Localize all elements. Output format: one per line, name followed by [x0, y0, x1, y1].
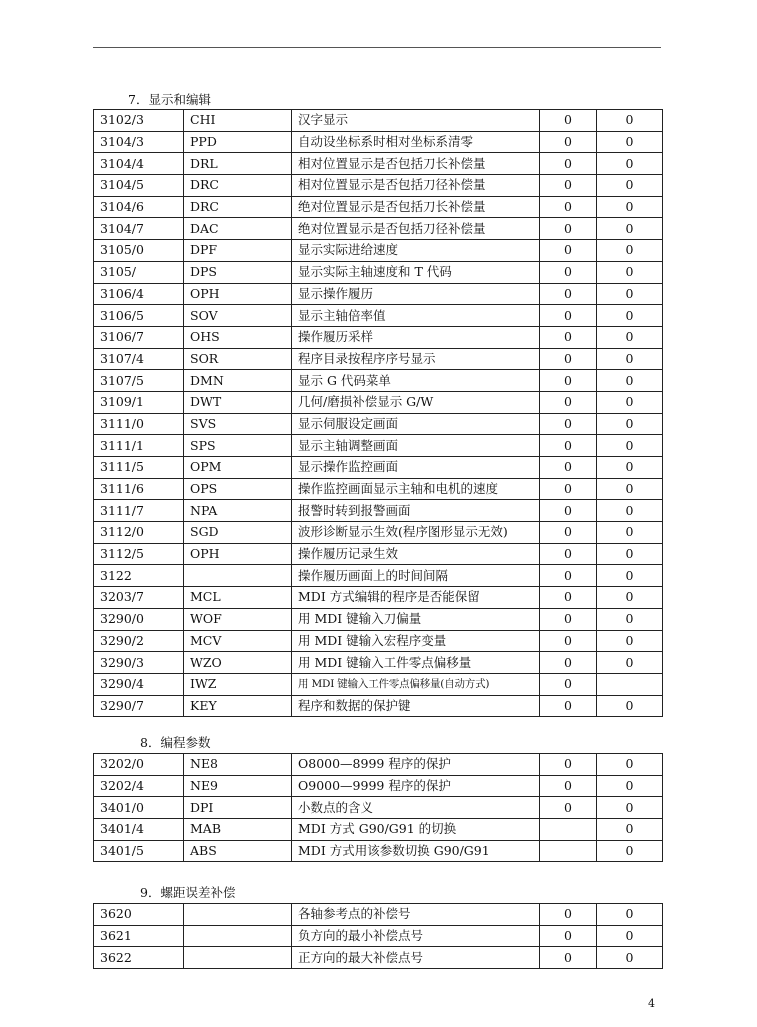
param-description-cell: 报警时转到报警画面 — [292, 500, 540, 522]
param-code-cell: WOF — [184, 608, 292, 630]
param-number-cell: 3104/7 — [94, 218, 184, 240]
param-value-1-cell: 0 — [540, 305, 597, 327]
param-value-2-cell: 0 — [597, 348, 663, 370]
param-value-1-cell: 0 — [540, 947, 597, 969]
section-heading-pitch-error: 9．螺距误差补偿 — [140, 885, 236, 900]
param-description-cell: 显示实际主轴速度和 T 代码 — [292, 261, 540, 283]
param-value-2-cell: 0 — [597, 196, 663, 218]
param-number-cell: 3105/ — [94, 261, 184, 283]
param-code-cell: DPI — [184, 797, 292, 819]
param-value-1-cell: 0 — [540, 565, 597, 587]
param-description-cell: 自动设坐标系时相对坐标系清零 — [292, 131, 540, 153]
param-code-cell: NE8 — [184, 754, 292, 776]
table-row — [94, 587, 663, 609]
param-value-2-cell: 0 — [597, 478, 663, 500]
param-value-1-cell: 0 — [540, 925, 597, 947]
param-code-cell: OPM — [184, 457, 292, 479]
param-value-1-cell: 0 — [540, 435, 597, 457]
param-code-cell: IWZ — [184, 673, 292, 695]
table-row — [94, 904, 663, 926]
param-value-1-cell: 0 — [540, 261, 597, 283]
table-row — [94, 240, 663, 262]
param-value-2-cell: 0 — [597, 153, 663, 175]
param-number-cell: 3202/0 — [94, 754, 184, 776]
table-row — [94, 413, 663, 435]
param-value-2-cell: 0 — [597, 391, 663, 413]
table-row — [94, 673, 663, 695]
param-value-2-cell — [597, 673, 663, 695]
param-code-cell — [184, 925, 292, 947]
table-row — [94, 370, 663, 392]
param-value-1-cell: 0 — [540, 283, 597, 305]
table-row — [94, 305, 663, 327]
param-number-cell: 3109/1 — [94, 391, 184, 413]
param-value-2-cell: 0 — [597, 240, 663, 262]
section-heading-programming: 8．编程参数 — [140, 735, 211, 750]
param-number-cell: 3122 — [94, 565, 184, 587]
table-row — [94, 543, 663, 565]
table-row — [94, 819, 663, 841]
param-value-1-cell: 0 — [540, 543, 597, 565]
param-value-1-cell: 0 — [540, 131, 597, 153]
table-row — [94, 153, 663, 175]
param-code-cell: NE9 — [184, 775, 292, 797]
param-description-cell: 几何/磨损补偿显示 G/W — [292, 391, 540, 413]
param-value-2-cell: 0 — [597, 543, 663, 565]
param-code-cell — [184, 904, 292, 926]
param-number-cell: 3111/6 — [94, 478, 184, 500]
param-value-1-cell: 0 — [540, 587, 597, 609]
param-value-2-cell: 0 — [597, 819, 663, 841]
header-rule — [93, 47, 661, 48]
param-code-cell: WZO — [184, 652, 292, 674]
param-value-2-cell: 0 — [597, 305, 663, 327]
param-number-cell: 3401/0 — [94, 797, 184, 819]
pitch-error-compensation-table — [93, 903, 663, 969]
param-value-2-cell: 0 — [597, 131, 663, 153]
param-description-cell: 绝对位置显示是否包括刀径补偿量 — [292, 218, 540, 240]
table-row — [94, 435, 663, 457]
param-code-cell: DMN — [184, 370, 292, 392]
param-number-cell: 3290/2 — [94, 630, 184, 652]
param-code-cell: DRL — [184, 153, 292, 175]
param-value-2-cell: 0 — [597, 261, 663, 283]
param-value-1-cell: 0 — [540, 695, 597, 717]
param-description-cell: O8000—8999 程序的保护 — [292, 754, 540, 776]
table-row — [94, 283, 663, 305]
table-row — [94, 608, 663, 630]
param-description-cell: 用 MDI 键输入工件零点偏移量(自动方式) — [292, 673, 540, 695]
param-code-cell: DAC — [184, 218, 292, 240]
param-number-cell: 3401/4 — [94, 819, 184, 841]
param-description-cell: 操作履历记录生效 — [292, 543, 540, 565]
param-code-cell: MCL — [184, 587, 292, 609]
param-number-cell: 3290/4 — [94, 673, 184, 695]
table-row — [94, 947, 663, 969]
param-value-1-cell: 0 — [540, 797, 597, 819]
param-description-cell: 显示伺服设定画面 — [292, 413, 540, 435]
table-row — [94, 218, 663, 240]
param-value-2-cell: 0 — [597, 925, 663, 947]
param-number-cell: 3202/4 — [94, 775, 184, 797]
param-value-1-cell: 0 — [540, 522, 597, 544]
param-code-cell: DPS — [184, 261, 292, 283]
param-value-2-cell: 0 — [597, 587, 663, 609]
param-description-cell: 小数点的含义 — [292, 797, 540, 819]
table-row — [94, 478, 663, 500]
page-number: 4 — [648, 997, 655, 1010]
param-description-cell: 相对位置显示是否包括刀径补偿量 — [292, 175, 540, 197]
param-description-cell: 各轴参考点的补偿号 — [292, 904, 540, 926]
table-row — [94, 522, 663, 544]
param-value-1-cell: 0 — [540, 904, 597, 926]
param-description-cell: 显示主轴倍率值 — [292, 305, 540, 327]
table-row — [94, 775, 663, 797]
param-value-2-cell: 0 — [597, 326, 663, 348]
param-value-1-cell: 0 — [540, 500, 597, 522]
param-number-cell: 3112/5 — [94, 543, 184, 565]
param-value-1-cell: 0 — [540, 652, 597, 674]
param-value-2-cell: 0 — [597, 565, 663, 587]
param-value-1-cell: 0 — [540, 413, 597, 435]
param-description-cell: 正方向的最大补偿点号 — [292, 947, 540, 969]
param-code-cell: DPF — [184, 240, 292, 262]
param-description-cell: 显示主轴调整画面 — [292, 435, 540, 457]
programming-parameter-table — [93, 753, 663, 862]
param-value-2-cell: 0 — [597, 754, 663, 776]
param-number-cell: 3105/0 — [94, 240, 184, 262]
param-code-cell — [184, 565, 292, 587]
param-code-cell: SGD — [184, 522, 292, 544]
param-number-cell: 3106/4 — [94, 283, 184, 305]
section-heading-display-edit: 7．显示和编辑 — [128, 92, 211, 107]
param-value-2-cell: 0 — [597, 110, 663, 132]
param-number-cell: 3106/5 — [94, 305, 184, 327]
param-number-cell: 3107/5 — [94, 370, 184, 392]
param-number-cell: 3290/3 — [94, 652, 184, 674]
param-number-cell: 3290/0 — [94, 608, 184, 630]
param-value-1-cell: 0 — [540, 370, 597, 392]
param-code-cell: KEY — [184, 695, 292, 717]
param-value-1-cell: 0 — [540, 673, 597, 695]
param-value-2-cell: 0 — [597, 175, 663, 197]
param-value-2-cell: 0 — [597, 775, 663, 797]
param-value-2-cell: 0 — [597, 630, 663, 652]
display-edit-parameter-table — [93, 109, 663, 717]
param-number-cell: 3112/0 — [94, 522, 184, 544]
param-number-cell: 3621 — [94, 925, 184, 947]
param-number-cell: 3620 — [94, 904, 184, 926]
param-description-cell: 显示操作履历 — [292, 283, 540, 305]
param-description-cell: MDI 方式编辑的程序是否能保留 — [292, 587, 540, 609]
param-value-2-cell: 0 — [597, 283, 663, 305]
param-code-cell: SPS — [184, 435, 292, 457]
param-description-cell: 相对位置显示是否包括刀长补偿量 — [292, 153, 540, 175]
param-value-2-cell: 0 — [597, 500, 663, 522]
table-row — [94, 326, 663, 348]
param-value-2-cell: 0 — [597, 522, 663, 544]
param-value-1-cell: 0 — [540, 630, 597, 652]
param-description-cell: O9000—9999 程序的保护 — [292, 775, 540, 797]
param-code-cell: OPH — [184, 543, 292, 565]
param-number-cell: 3107/4 — [94, 348, 184, 370]
param-value-2-cell: 0 — [597, 947, 663, 969]
param-description-cell: 程序目录按程序序号显示 — [292, 348, 540, 370]
table-row — [94, 457, 663, 479]
param-value-2-cell: 0 — [597, 457, 663, 479]
param-value-1-cell: 0 — [540, 153, 597, 175]
param-description-cell: 汉字显示 — [292, 110, 540, 132]
param-value-2-cell: 0 — [597, 435, 663, 457]
param-number-cell: 3203/7 — [94, 587, 184, 609]
param-value-1-cell: 0 — [540, 218, 597, 240]
param-description-cell: 程序和数据的保护键 — [292, 695, 540, 717]
param-code-cell: SOV — [184, 305, 292, 327]
param-number-cell: 3290/7 — [94, 695, 184, 717]
param-value-1-cell: 0 — [540, 478, 597, 500]
param-description-cell: 显示操作监控画面 — [292, 457, 540, 479]
param-number-cell: 3106/7 — [94, 326, 184, 348]
param-code-cell: CHI — [184, 110, 292, 132]
param-code-cell: OHS — [184, 326, 292, 348]
param-number-cell: 3104/4 — [94, 153, 184, 175]
table-row — [94, 500, 663, 522]
param-code-cell: OPS — [184, 478, 292, 500]
param-number-cell: 3622 — [94, 947, 184, 969]
param-value-1-cell: 0 — [540, 608, 597, 630]
table-row — [94, 630, 663, 652]
param-number-cell: 3104/3 — [94, 131, 184, 153]
table-row — [94, 110, 663, 132]
param-number-cell: 3102/3 — [94, 110, 184, 132]
param-value-2-cell: 0 — [597, 370, 663, 392]
table-row — [94, 175, 663, 197]
param-code-cell: DRC — [184, 196, 292, 218]
param-value-2-cell: 0 — [597, 695, 663, 717]
param-number-cell: 3111/1 — [94, 435, 184, 457]
param-number-cell: 3104/6 — [94, 196, 184, 218]
param-description-cell: MDI 方式用该参数切换 G90/G91 — [292, 840, 540, 862]
param-value-1-cell: 0 — [540, 326, 597, 348]
table-row — [94, 797, 663, 819]
param-description-cell: 操作履历画面上的时间间隔 — [292, 565, 540, 587]
param-value-1-cell: 0 — [540, 110, 597, 132]
param-value-2-cell: 0 — [597, 840, 663, 862]
param-description-cell: 操作监控画面显示主轴和电机的速度 — [292, 478, 540, 500]
table-row — [94, 840, 663, 862]
param-value-1-cell — [540, 819, 597, 841]
param-value-2-cell: 0 — [597, 904, 663, 926]
param-description-cell: 用 MDI 键输入刀偏量 — [292, 608, 540, 630]
param-code-cell: NPA — [184, 500, 292, 522]
param-number-cell: 3104/5 — [94, 175, 184, 197]
param-description-cell: 显示 G 代码菜单 — [292, 370, 540, 392]
param-value-2-cell: 0 — [597, 218, 663, 240]
param-value-2-cell: 0 — [597, 608, 663, 630]
param-description-cell: 负方向的最小补偿点号 — [292, 925, 540, 947]
param-value-1-cell: 0 — [540, 775, 597, 797]
table-row — [94, 131, 663, 153]
param-code-cell: DWT — [184, 391, 292, 413]
table-row — [94, 754, 663, 776]
param-code-cell: DRC — [184, 175, 292, 197]
param-description-cell: 显示实际进给速度 — [292, 240, 540, 262]
param-code-cell: ABS — [184, 840, 292, 862]
param-value-2-cell: 0 — [597, 797, 663, 819]
param-value-1-cell: 0 — [540, 754, 597, 776]
table-row — [94, 261, 663, 283]
param-code-cell: OPH — [184, 283, 292, 305]
param-value-2-cell: 0 — [597, 652, 663, 674]
table-row — [94, 391, 663, 413]
param-number-cell: 3111/0 — [94, 413, 184, 435]
param-number-cell: 3401/5 — [94, 840, 184, 862]
param-description-cell: 操作履历采样 — [292, 326, 540, 348]
param-code-cell: PPD — [184, 131, 292, 153]
param-value-1-cell: 0 — [540, 391, 597, 413]
param-value-1-cell: 0 — [540, 175, 597, 197]
param-value-2-cell: 0 — [597, 413, 663, 435]
table-row — [94, 565, 663, 587]
param-number-cell: 3111/5 — [94, 457, 184, 479]
param-code-cell — [184, 947, 292, 969]
param-description-cell: 用 MDI 键输入工件零点偏移量 — [292, 652, 540, 674]
table-row — [94, 652, 663, 674]
param-value-1-cell — [540, 840, 597, 862]
param-description-cell: 波形诊断显示生效(程序图形显示无效) — [292, 522, 540, 544]
param-description-cell: 用 MDI 键输入宏程序变量 — [292, 630, 540, 652]
param-code-cell: SVS — [184, 413, 292, 435]
table-row — [94, 695, 663, 717]
param-value-1-cell: 0 — [540, 457, 597, 479]
param-description-cell: MDI 方式 G90/G91 的切换 — [292, 819, 540, 841]
table-row — [94, 348, 663, 370]
param-description-cell: 绝对位置显示是否包括刀长补偿量 — [292, 196, 540, 218]
param-value-1-cell: 0 — [540, 196, 597, 218]
param-code-cell: SOR — [184, 348, 292, 370]
table-row — [94, 925, 663, 947]
table-row — [94, 196, 663, 218]
param-value-1-cell: 0 — [540, 240, 597, 262]
param-value-1-cell: 0 — [540, 348, 597, 370]
param-code-cell: MCV — [184, 630, 292, 652]
param-code-cell: MAB — [184, 819, 292, 841]
param-number-cell: 3111/7 — [94, 500, 184, 522]
